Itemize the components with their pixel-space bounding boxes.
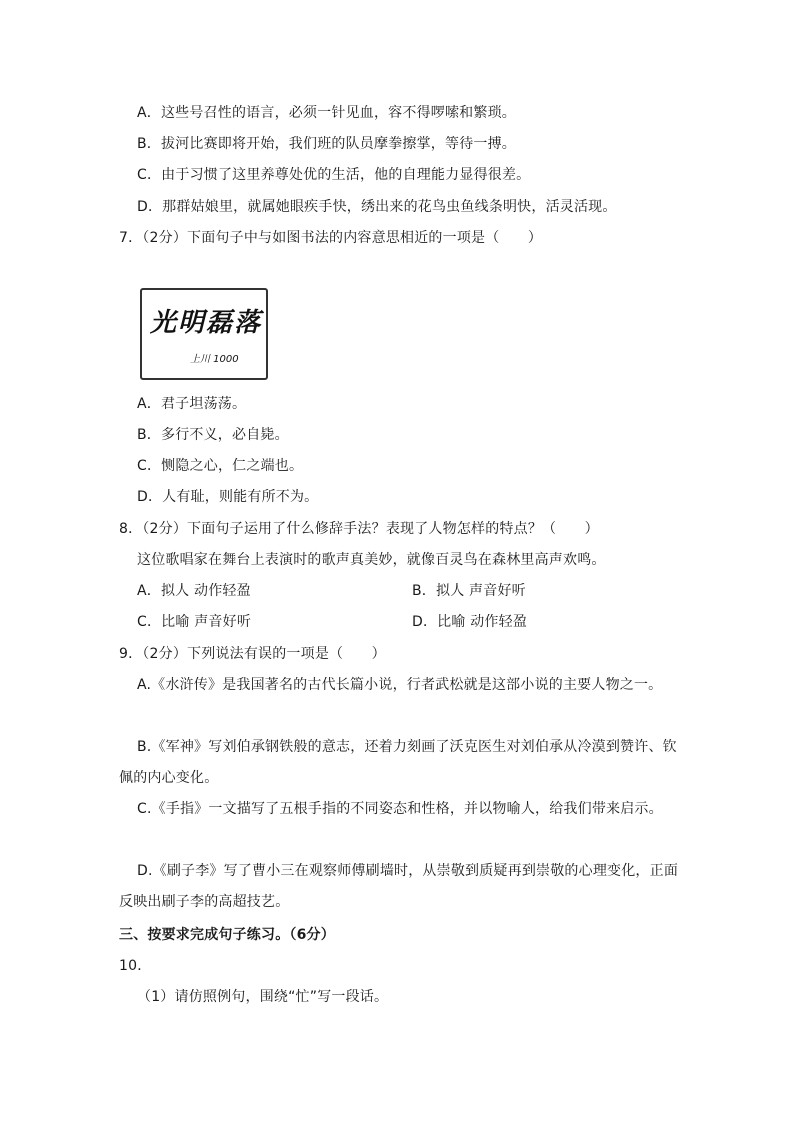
q9-option-d-line1: D.《刷子李》写了曹小三在观察师傅刷墙时，从崇敬到质疑再到崇敬的心理变化，正面 bbox=[137, 863, 679, 879]
calligraphy-image bbox=[140, 288, 268, 380]
q7-option-a: A．君子坦荡荡。 bbox=[137, 396, 247, 412]
q7-option-d: D．人有耻，则能有所不为。 bbox=[137, 489, 319, 505]
calligraphy-signature: 上川 1000 bbox=[190, 354, 239, 365]
q6-option-a: A．这些号召性的语言，必须一针见血，容不得啰嗦和繁琐。 bbox=[137, 105, 516, 121]
q9-title: 9．（2分）下列说法有误的一项是（ ） bbox=[119, 646, 386, 662]
q6-option-d: D．那群姑娘里，就属她眼疾手快，绣出来的花鸟虫鱼线条明快，活灵活现。 bbox=[137, 199, 617, 215]
q8-option-a: A．拟人 动作轻盈 bbox=[137, 583, 251, 599]
q8-sentence: 这位歌唱家在舞台上表演时的歌声真美妙，就像百灵鸟在森林里高声欢鸣。 bbox=[137, 552, 606, 568]
q7-title: 7．（2分）下面句子中与如图书法的内容意思相近的一项是（ ） bbox=[119, 230, 543, 246]
q9-option-b-line1: B.《军神》写刘伯承钢铁般的意志，还着力刻画了沃克医生对刘伯承从冷漠到赞许、钦 bbox=[137, 739, 677, 755]
section3-heading: 三、按要求完成句子练习。（6分） bbox=[119, 927, 335, 943]
q9-option-b-line2: 佩的内心变化。 bbox=[119, 770, 219, 786]
q7-option-c: C．恻隐之心，仁之端也。 bbox=[137, 458, 304, 474]
q8-option-d: D．比喻 动作轻盈 bbox=[412, 614, 528, 630]
q8-option-b: B．拟人 声音好听 bbox=[412, 583, 526, 599]
calligraphy-main-text: 光明磊落 bbox=[149, 308, 262, 338]
q8-title: 8．（2分）下面句子运用了什么修辞手法？表现了人物怎样的特点？（ ） bbox=[119, 521, 599, 537]
q9-option-c: C.《手指》一文描写了五根手指的不同姿态和性格，并以物喻人，给我们带来启示。 bbox=[137, 801, 663, 817]
q10-part1-prompt: （1）请仿照例句，围绕“忙”写一段话。 bbox=[137, 989, 389, 1005]
q6-option-b: B．拔河比赛即将开始，我们班的队员摩拳擦掌，等待一搏。 bbox=[137, 136, 517, 152]
q6-option-c: C．由于习惯了这里养尊处优的生活，他的自理能力显得很差。 bbox=[137, 167, 531, 183]
q7-option-b: B．多行不义，必自毙。 bbox=[137, 427, 289, 443]
q9-option-d-line2: 反映出刷子李的高超技艺。 bbox=[119, 894, 290, 910]
q9-option-a: A.《水浒传》是我国著名的古代长篇小说，行者武松就是这部小说的主要人物之一。 bbox=[137, 677, 663, 693]
q8-option-c: C．比喻 声音好听 bbox=[137, 614, 252, 630]
q10-number: 10． bbox=[119, 958, 152, 974]
